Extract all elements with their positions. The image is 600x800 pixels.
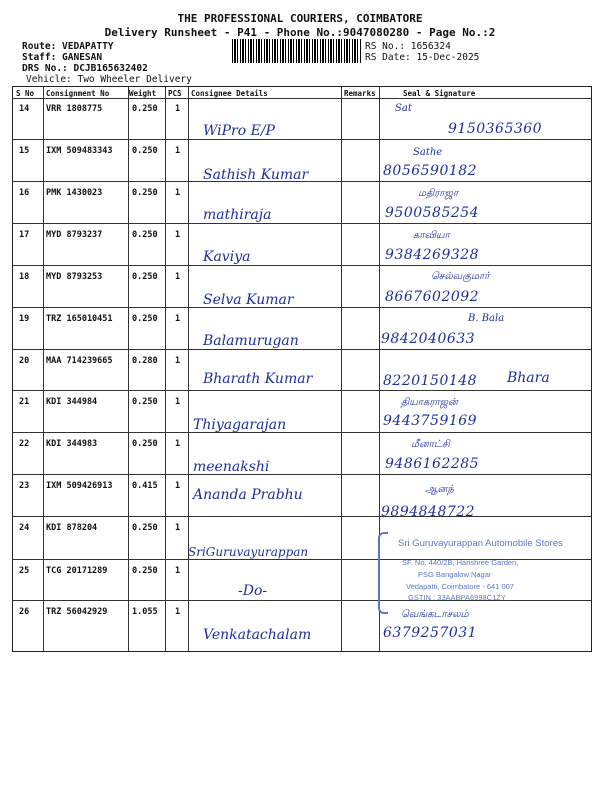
row-pcs: 1 — [175, 523, 181, 533]
row-phone: 9486162285 — [385, 456, 480, 472]
row-sno: 23 — [19, 481, 30, 491]
row-signature: Sat — [395, 103, 412, 114]
stamp-line: GSTIN : 33AABPA6998C1ZY — [408, 593, 506, 602]
row-phone: 9150365360 — [448, 121, 543, 137]
row-consignee: mathiraja — [203, 207, 272, 223]
stamp-name: Sri Guruvayurappan Automobile Stores — [398, 538, 563, 549]
row-consignee: meenakshi — [193, 459, 270, 475]
row-signature: ஆனந் — [425, 484, 454, 495]
row-consignee: Thiyagarajan — [193, 417, 287, 433]
row-consignment: MAA 714239665 — [46, 356, 113, 366]
col-header-weight: Weight — [129, 89, 157, 98]
row-phone: 8220150148 — [383, 373, 478, 389]
stamp-line: Vedapatti, Coimbatore - 641 007 — [406, 582, 514, 591]
row-sno: 26 — [19, 607, 30, 617]
row-weight: 0.250 — [132, 104, 158, 114]
row-signature: Sathe — [413, 147, 443, 158]
vehicle-label: Vehicle: Two Wheeler Delivery — [26, 74, 192, 85]
row-pcs: 1 — [175, 272, 181, 282]
row-sno: 20 — [19, 356, 30, 366]
row-consignment: KDI 344984 — [46, 397, 98, 407]
shop-stamp — [378, 530, 576, 612]
row-pcs: 1 — [175, 146, 181, 156]
row-weight: 0.250 — [132, 188, 158, 198]
col-header-consignment: Consignment No — [46, 89, 110, 98]
row-signature: Bhara — [507, 370, 550, 386]
row-signature: தியாகராஜன் — [401, 397, 458, 408]
row-sno: 19 — [19, 314, 30, 324]
row-weight: 1.055 — [132, 607, 158, 617]
row-pcs: 1 — [175, 104, 181, 114]
row-consignee: WiPro E/P — [203, 123, 275, 139]
runsheet-subtitle: Delivery Runsheet - P41 - Phone No.:9047080280 - Page No.:2 — [104, 26, 496, 39]
row-consignment: TRZ 165010451 — [46, 314, 113, 324]
row-consignment: MYD 8793237 — [46, 230, 103, 240]
row-weight: 0.250 — [132, 272, 158, 282]
row-consignee: Bharath Kumar — [203, 371, 313, 387]
col-header-seal: Seal & Signature — [403, 89, 476, 98]
rs-number: RS No.: 1656324 — [365, 41, 451, 52]
stamp-line: SF. No. 440/2B, Harishree Garden, — [402, 558, 519, 567]
row-signature: காவியா — [413, 230, 450, 241]
row-consignee: Balamurugan — [203, 333, 299, 349]
row-consignee: -Do- — [238, 583, 268, 599]
drs-label: DRS No.: DCJB165632402 — [22, 63, 148, 74]
row-consignment: MYD 8793253 — [46, 272, 103, 282]
col-header-consignee: Consignee Details — [191, 89, 268, 98]
row-phone: 9894848722 — [381, 504, 476, 520]
row-phone: 9500585254 — [385, 205, 480, 221]
row-pcs: 1 — [175, 356, 181, 366]
row-consignment: VRR 1808775 — [46, 104, 103, 114]
row-phone: 9443759169 — [383, 413, 478, 429]
row-pcs: 1 — [175, 314, 181, 324]
staff-label: Staff: GANESAN — [22, 52, 103, 63]
row-weight: 0.250 — [132, 439, 158, 449]
row-weight: 0.250 — [132, 523, 158, 533]
row-phone: 9842040633 — [381, 331, 476, 347]
row-pcs: 1 — [175, 566, 181, 576]
row-consignee: SriGuruvayurappan — [188, 545, 309, 559]
row-phone: 8667602092 — [385, 289, 480, 305]
row-phone: 8056590182 — [383, 163, 478, 179]
row-pcs: 1 — [175, 481, 181, 491]
col-header-remarks: Remarks — [344, 89, 376, 98]
row-sno: 17 — [19, 230, 30, 240]
row-consignment: KDI 878204 — [46, 523, 98, 533]
row-pcs: 1 — [175, 397, 181, 407]
row-sno: 16 — [19, 188, 30, 198]
row-pcs: 1 — [175, 607, 181, 617]
row-consignee: Sathish Kumar — [203, 167, 309, 183]
col-header-sno: S No — [16, 89, 35, 98]
row-consignment: TCG 20171289 — [46, 566, 108, 576]
row-weight: 0.250 — [132, 146, 158, 156]
row-phone: 9384269328 — [385, 247, 480, 263]
stamp-line: PSG Bangalow Nagar — [418, 570, 492, 579]
row-phone: 6379257031 — [383, 625, 478, 641]
barcode-image — [232, 39, 362, 63]
row-consignment: IXM 509426913 — [46, 481, 113, 491]
row-signature: மீனாட்சி — [411, 439, 450, 450]
row-weight: 0.250 — [132, 230, 158, 240]
row-weight: 0.280 — [132, 356, 158, 366]
row-pcs: 1 — [175, 230, 181, 240]
row-signature: B. Bala — [468, 313, 505, 324]
row-consignee: Ananda Prabhu — [193, 487, 303, 503]
row-sno: 22 — [19, 439, 30, 449]
runsheet-title: THE PROFESSIONAL COURIERS, COIMBATORE — [177, 12, 423, 25]
row-consignee: Selva Kumar — [203, 292, 294, 308]
row-sno: 15 — [19, 146, 30, 156]
row-pcs: 1 — [175, 439, 181, 449]
row-consignment: IXM 509483343 — [46, 146, 113, 156]
row-signature: செல்வகுமார் — [431, 271, 490, 282]
row-weight: 0.250 — [132, 566, 158, 576]
row-sno: 18 — [19, 272, 30, 282]
row-sno: 25 — [19, 566, 30, 576]
row-consignee: Kaviya — [203, 249, 251, 265]
route-label: Route: VEDAPATTY — [22, 41, 114, 52]
row-consignment: TRZ 56042929 — [46, 607, 108, 617]
row-weight: 0.415 — [132, 481, 158, 491]
row-consignment: KDI 344983 — [46, 439, 98, 449]
row-sno: 21 — [19, 397, 30, 407]
row-sno: 24 — [19, 523, 30, 533]
row-consignee: Venkatachalam — [203, 627, 312, 643]
row-consignment: PMK 1430023 — [46, 188, 103, 198]
row-signature: வெங்கடாசலம் — [401, 609, 469, 620]
row-weight: 0.250 — [132, 397, 158, 407]
row-weight: 0.250 — [132, 314, 158, 324]
row-pcs: 1 — [175, 188, 181, 198]
col-header-pcs: PCS — [168, 89, 182, 98]
row-sno: 14 — [19, 104, 30, 114]
rs-date: RS Date: 15-Dec-2025 — [365, 52, 480, 63]
row-signature: மதிராஜா — [418, 188, 459, 199]
